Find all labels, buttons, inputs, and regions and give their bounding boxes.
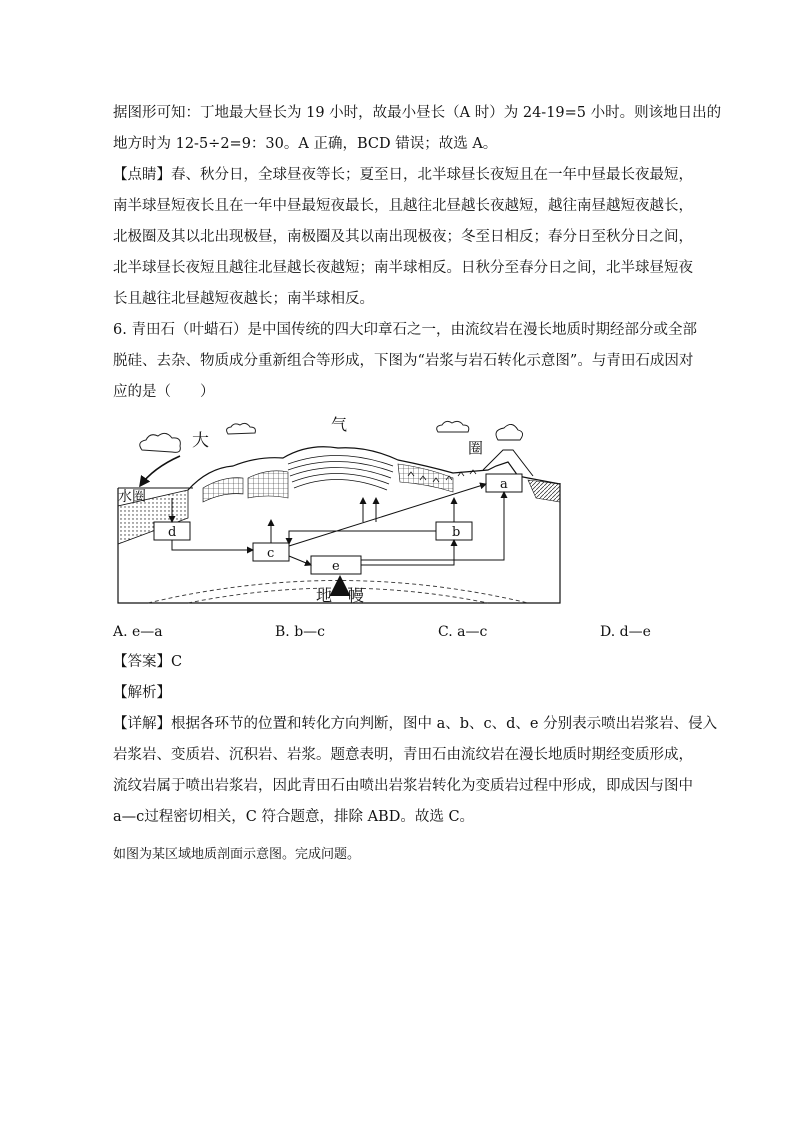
question-stem: 6. 青田石（叶蜡石）是中国传统的四大印章石之一，由流纹岩在漫长地质时期经部分或全部 <box>113 322 697 338</box>
text-line: 长且越往北昼越短夜越长；南半球相反。 <box>113 291 374 307</box>
option-text: d—e <box>619 624 651 640</box>
cloud-icon <box>140 421 469 452</box>
option-c[interactable] <box>438 624 487 640</box>
rock-cycle-diagram <box>108 398 568 608</box>
label-qi: 气 <box>331 415 348 434</box>
box-e-label: e <box>332 559 340 574</box>
analysis-heading: 【解析】 <box>113 685 171 701</box>
volcano-smoke-icon <box>496 424 523 440</box>
text-line: 北极圈及其以北出现极昼，南极圈及其以南出现极夜；冬至日相反；春分日至秋分日之间， <box>113 229 693 245</box>
question-stem: 脱硅、去杂、物质成分重新组合等形成，下图为“岩浆与岩石转化示意图”。与青田石成因对 <box>113 353 694 369</box>
option-a[interactable] <box>113 624 163 640</box>
next-question-intro: 如图为某区域地质剖面示意图。完成问题。 <box>113 847 361 862</box>
option-letter: A. <box>113 624 128 640</box>
text-line: 地方时为 12-5÷2=9：30。A 正确，BCD 错误；故选 A。 <box>113 136 498 152</box>
option-b[interactable] <box>275 624 325 640</box>
option-text: b—c <box>294 624 326 640</box>
box-d-label: d <box>168 525 177 540</box>
box-c-label: c <box>267 546 275 561</box>
text-line: 据图形可知：丁地最大昼长为 19 小时，故最小昼长（A 时）为 24-19=5 小时。则该地日出的 <box>113 105 722 121</box>
answer-line: 【答案】C <box>113 654 183 670</box>
question-stem: 应的是（ ） <box>113 384 215 400</box>
option-text: e—a <box>132 624 163 640</box>
detail-line: 【详解】根据各环节的位置和转化方向判断，图中 a、b、c、d、e 分别表示喷出岩浆岩、侵入 <box>113 716 718 732</box>
label-da: 大 <box>192 431 209 451</box>
answer-options <box>113 624 673 644</box>
option-d[interactable] <box>600 624 651 640</box>
label-shuiquan: 水圈 <box>118 489 146 505</box>
text-line: 南半球昼短夜长且在一年中昼最短夜最长，且越往北昼越长夜越短，越往南昼越短夜越长， <box>113 198 693 214</box>
detail-line: 岩浆岩、变质岩、沉积岩、岩浆。题意表明，青田石由流纹岩在漫长地质时期经变质形成， <box>113 747 693 763</box>
text-line: 【点睛】春、秋分日，全球昼夜等长；夏至日，北半球昼长夜短且在一年中昼最长夜最短， <box>113 167 693 183</box>
label-quan: 圈 <box>468 439 484 457</box>
text-line: 北半球昼长夜短且越往北昼越长夜越短；南半球相反。日秋分至春分日之间，北半球昼短夜 <box>113 260 693 276</box>
option-text: a—c <box>457 624 488 640</box>
detail-line: 流纹岩属于喷出岩浆岩，因此青田石由喷出岩浆岩转化为变质岩过程中形成，即成因与图中 <box>113 778 693 794</box>
option-letter: D. <box>600 624 616 640</box>
label-man: 幔 <box>348 586 365 605</box>
box-b-label: b <box>452 525 461 540</box>
detail-line: a—c过程密切相关，C 符合题意，排除 ABD。故选 C。 <box>113 809 475 825</box>
box-a-label: a <box>500 477 508 492</box>
option-letter: C. <box>438 624 453 640</box>
option-letter: B. <box>275 624 290 640</box>
label-di: 地 <box>316 586 333 605</box>
